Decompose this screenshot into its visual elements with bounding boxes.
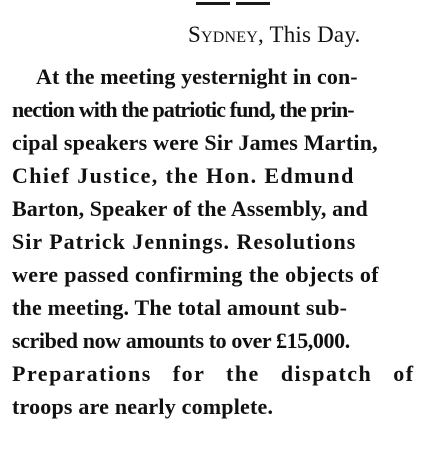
article-line: At the meeting yesternight in con- — [36, 64, 358, 89]
article-line: nection with the patriotic fund, the prin- — [12, 97, 354, 122]
article-line: scribed now amounts to over £15,000. — [12, 328, 350, 353]
column-rule — [196, 2, 270, 6]
dateline-place: Sydney, — [188, 22, 264, 47]
article-line: Preparations for the dispatch of — [12, 361, 415, 386]
rule-segment — [236, 2, 270, 5]
article-body — [12, 60, 432, 423]
article-line: Barton, Speaker of the Assembly, and — [12, 196, 368, 221]
article-line: troops are nearly complete. — [12, 394, 274, 419]
article-line: were passed confirming the objects of — [12, 262, 379, 287]
article-line: Sir Patrick Jennings. Resolutions — [12, 229, 357, 254]
article-line: the meeting. The total amount sub- — [12, 295, 348, 320]
dateline-text: This Day. — [269, 22, 361, 47]
rule-segment — [196, 2, 230, 5]
article-line: Chief Justice, the Hon. Edmund — [12, 163, 355, 188]
article-line: cipal speakers were Sir James Martin, — [12, 130, 378, 155]
dateline — [188, 22, 361, 48]
